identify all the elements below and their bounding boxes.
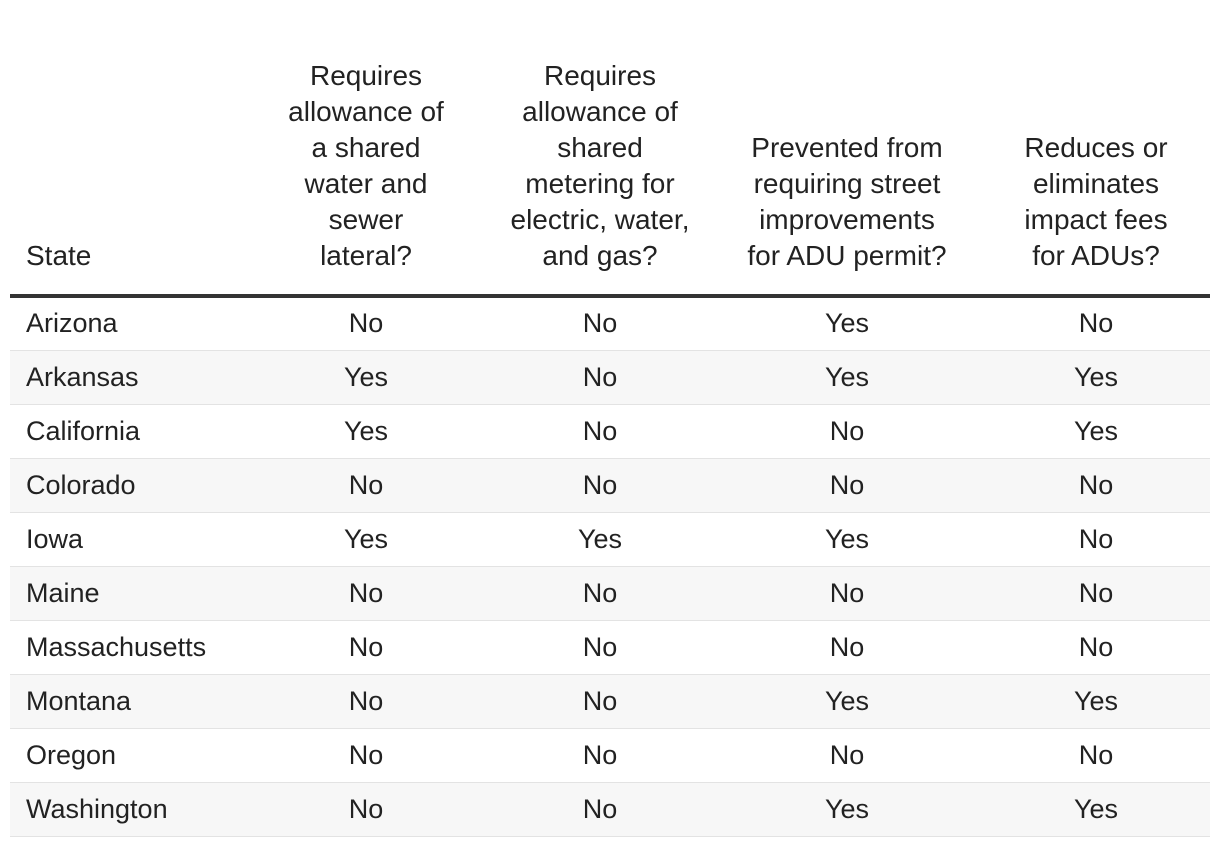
column-header-impact-fees: Reduces or eliminates impact fees for ADUs? [982,0,1210,296]
shared-metering-cell: Yes [488,512,712,566]
shared-metering-cell: No [488,728,712,782]
impact-fees-cell: No [982,296,1210,350]
impact-fees-cell: No [982,728,1210,782]
street-improvements-cell: No [712,458,982,512]
state-cell: California [10,404,244,458]
header-row [10,0,1210,296]
state-cell: Iowa [10,512,244,566]
impact-fees-cell: No [982,566,1210,620]
impact-fees-cell: No [982,458,1210,512]
shared-metering-cell: No [488,458,712,512]
impact-fees-cell: Yes [982,350,1210,404]
table-row [10,404,1210,458]
shared-metering-cell: No [488,620,712,674]
table-row [10,296,1210,350]
state-cell: Oregon [10,728,244,782]
table-row [10,458,1210,512]
shared-lateral-cell: Yes [244,350,488,404]
column-header-state: State [10,0,244,296]
shared-metering-cell: No [488,296,712,350]
state-cell: Arkansas [10,350,244,404]
shared-lateral-cell: No [244,728,488,782]
shared-lateral-cell: Yes [244,512,488,566]
street-improvements-cell: Yes [712,350,982,404]
impact-fees-cell: Yes [982,404,1210,458]
table-row [10,674,1210,728]
state-cell: Washington [10,782,244,836]
shared-lateral-cell: No [244,566,488,620]
table-body [10,296,1210,836]
table-header [10,0,1210,296]
table-row [10,620,1210,674]
street-improvements-cell: No [712,404,982,458]
state-cell: Montana [10,674,244,728]
street-improvements-cell: Yes [712,512,982,566]
shared-metering-cell: No [488,674,712,728]
shared-lateral-cell: No [244,782,488,836]
policy-table-container [10,0,1210,837]
shared-metering-cell: No [488,350,712,404]
shared-lateral-cell: No [244,296,488,350]
column-header-shared-metering: Requires allowance of shared metering for electric, water, and gas? [488,0,712,296]
table-row [10,728,1210,782]
impact-fees-cell: Yes [982,674,1210,728]
impact-fees-cell: No [982,620,1210,674]
state-cell: Colorado [10,458,244,512]
state-cell: Maine [10,566,244,620]
shared-metering-cell: No [488,782,712,836]
table-row [10,350,1210,404]
shared-lateral-cell: Yes [244,404,488,458]
state-cell: Massachusetts [10,620,244,674]
street-improvements-cell: No [712,566,982,620]
shared-metering-cell: No [488,566,712,620]
street-improvements-cell: Yes [712,296,982,350]
impact-fees-cell: No [982,512,1210,566]
shared-lateral-cell: No [244,458,488,512]
street-improvements-cell: No [712,728,982,782]
table-row [10,782,1210,836]
table-row [10,566,1210,620]
street-improvements-cell: Yes [712,782,982,836]
column-header-shared-lateral: Requires allowance of a shared water and sewer lateral? [244,0,488,296]
shared-lateral-cell: No [244,674,488,728]
column-header-street-improvements: Prevented from requiring street improvements for ADU permit? [712,0,982,296]
street-improvements-cell: No [712,620,982,674]
state-cell: Arizona [10,296,244,350]
table-row [10,512,1210,566]
shared-metering-cell: No [488,404,712,458]
impact-fees-cell: Yes [982,782,1210,836]
street-improvements-cell: Yes [712,674,982,728]
adu-policy-table [10,0,1210,837]
shared-lateral-cell: No [244,620,488,674]
